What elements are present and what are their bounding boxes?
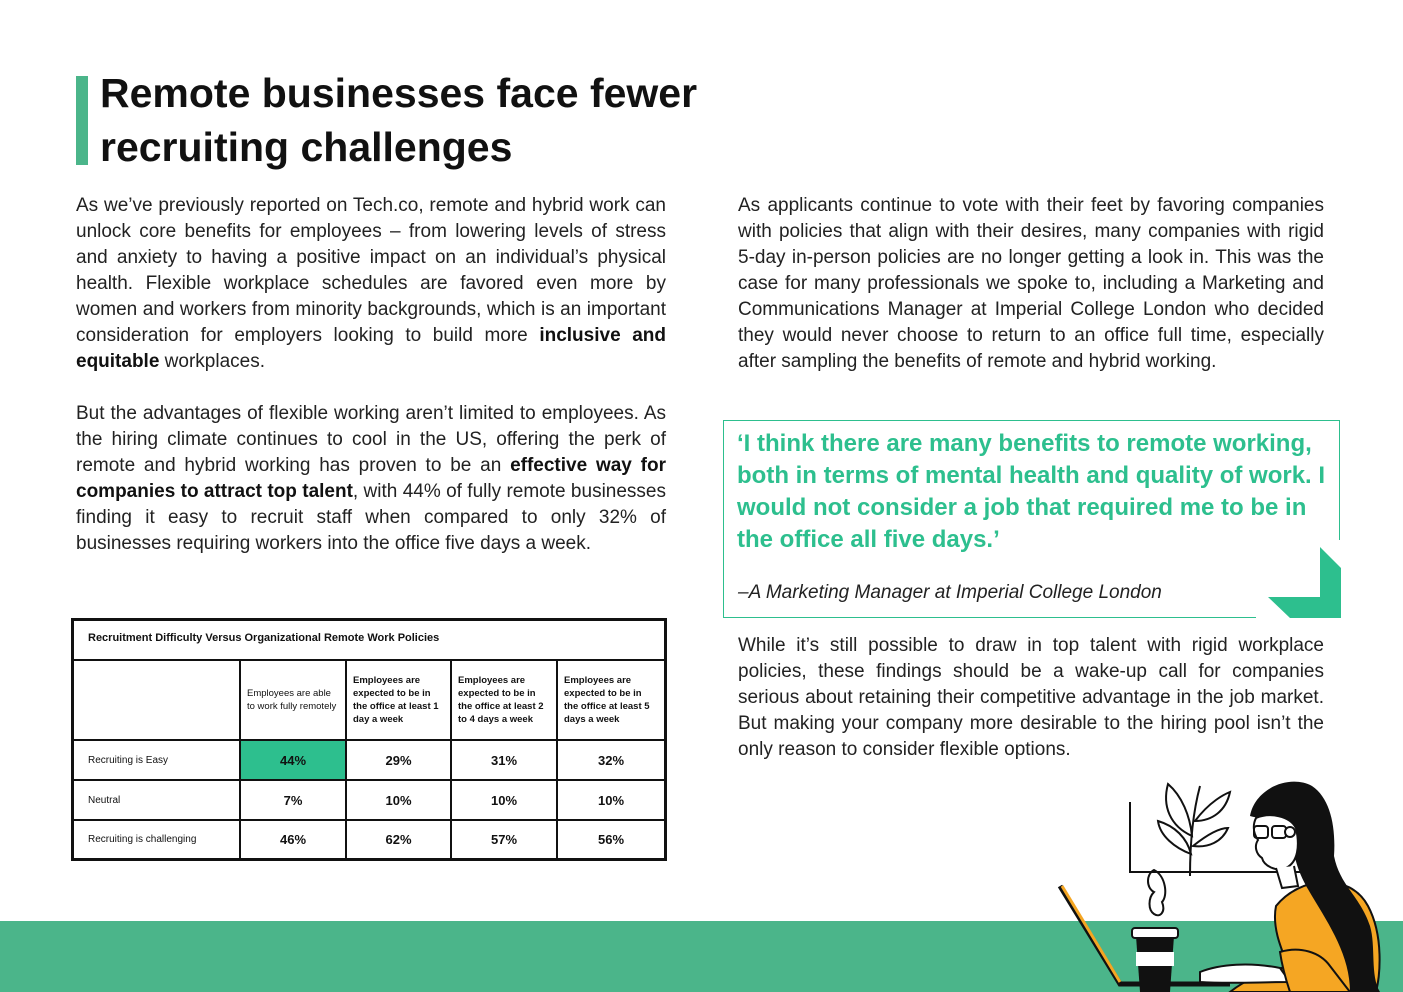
table-cell: 10% [558,781,664,821]
paragraph-3: As applicants continue to vote with their feet by favoring companies with policies that align with their desires, many companies with rigid 5-day in-person policies are no longer getting a look in. This was the case for many professionals we spoke to, including a Marketing and Communications Manager at Imperial College London who decided they would never choose to return to an office full time, especially after sampling the benefits of remote and hybrid working. [738,195,1324,372]
table-cell: 29% [347,741,452,781]
table-title: Recruitment Difficulty Versus Organizational Remote Work Policies [74,621,664,661]
paragraph-4: While it’s still possible to draw in top talent with rigid workplace policies, these findings should be a wake-up call for companies serious about retaining their competitive advantage in the job market. But making your company more desirable to the hiring pool isn’t the only reason to consider flexible options. [738,635,1324,760]
table-cell: 44% [241,741,347,781]
paragraph-1 [76,193,666,375]
table-header-col-2: Employees are expected to be in the office at least 1 day a week [347,661,452,741]
table-cell: 57% [452,821,558,858]
page-title: Remote businesses face fewer recruiting challenges [100,70,698,170]
table-row-label: Recruiting is challenging [74,821,241,858]
table-cell: 32% [558,741,664,781]
recruitment-table [71,618,667,861]
paragraph-2-bold: effective way for companies to attract top talent [76,455,666,502]
paragraph-2-text-b: , with 44% of fully remote businesses finding it easy to recruit staff when compared to only 32% of businesses requiring workers into the office five days a week. [76,481,666,554]
quote-attribution: –A Marketing Manager at Imperial College London [738,582,1162,603]
paragraph-2 [76,401,666,557]
table-cell: 10% [452,781,558,821]
title-accent-bar [76,76,88,165]
table-cell: 31% [452,741,558,781]
table-row-label: Neutral [74,781,241,821]
table-header-empty [74,661,241,741]
paragraph-2-text-a: But the advantages of flexible working aren’t limited to employees. As the hiring climate continues to cool in the US, offering the perk of remote and hybrid working has proven to be an [76,403,666,476]
woman-at-laptop-illustration [1050,776,1390,992]
paragraph-1-text-a: As we’ve previously reported on Tech.co, remote and hybrid work can unlock core benefits for employees – from lowering levels of stress and anxiety to having a positive impact on an individual’s physical health. Flexible workplace schedules are favored even more by women and workers from minority backgrounds, which is an important consideration for employers looking to build more [76,195,666,346]
table-header-col-3: Employees are expected to be in the office at least 2 to 4 days a week [452,661,558,741]
quote-text: ‘I think there are many benefits to remote working, both in terms of mental health and quality of work. I would not consider a job that required me to be in the office all five days.’ [737,430,1326,553]
table-cell: 46% [241,821,347,858]
quote-corner-icon [1268,547,1342,619]
table-cell: 62% [347,821,452,858]
table-header-col-1: Employees are able to work fully remotely [241,661,347,741]
paragraph-1-text-b: workplaces. [159,351,266,372]
table-row-label: Recruiting is Easy [74,741,241,781]
table-cell: 10% [347,781,452,821]
table-cell: 56% [597,832,625,847]
table-cell: 7% [241,781,347,821]
table-header-col-4: Employees are expected to be in the office at least 5 days a week [558,661,664,741]
plant-icon [1158,784,1230,876]
paragraph-1-bold: inclusive and equitable [76,325,666,372]
